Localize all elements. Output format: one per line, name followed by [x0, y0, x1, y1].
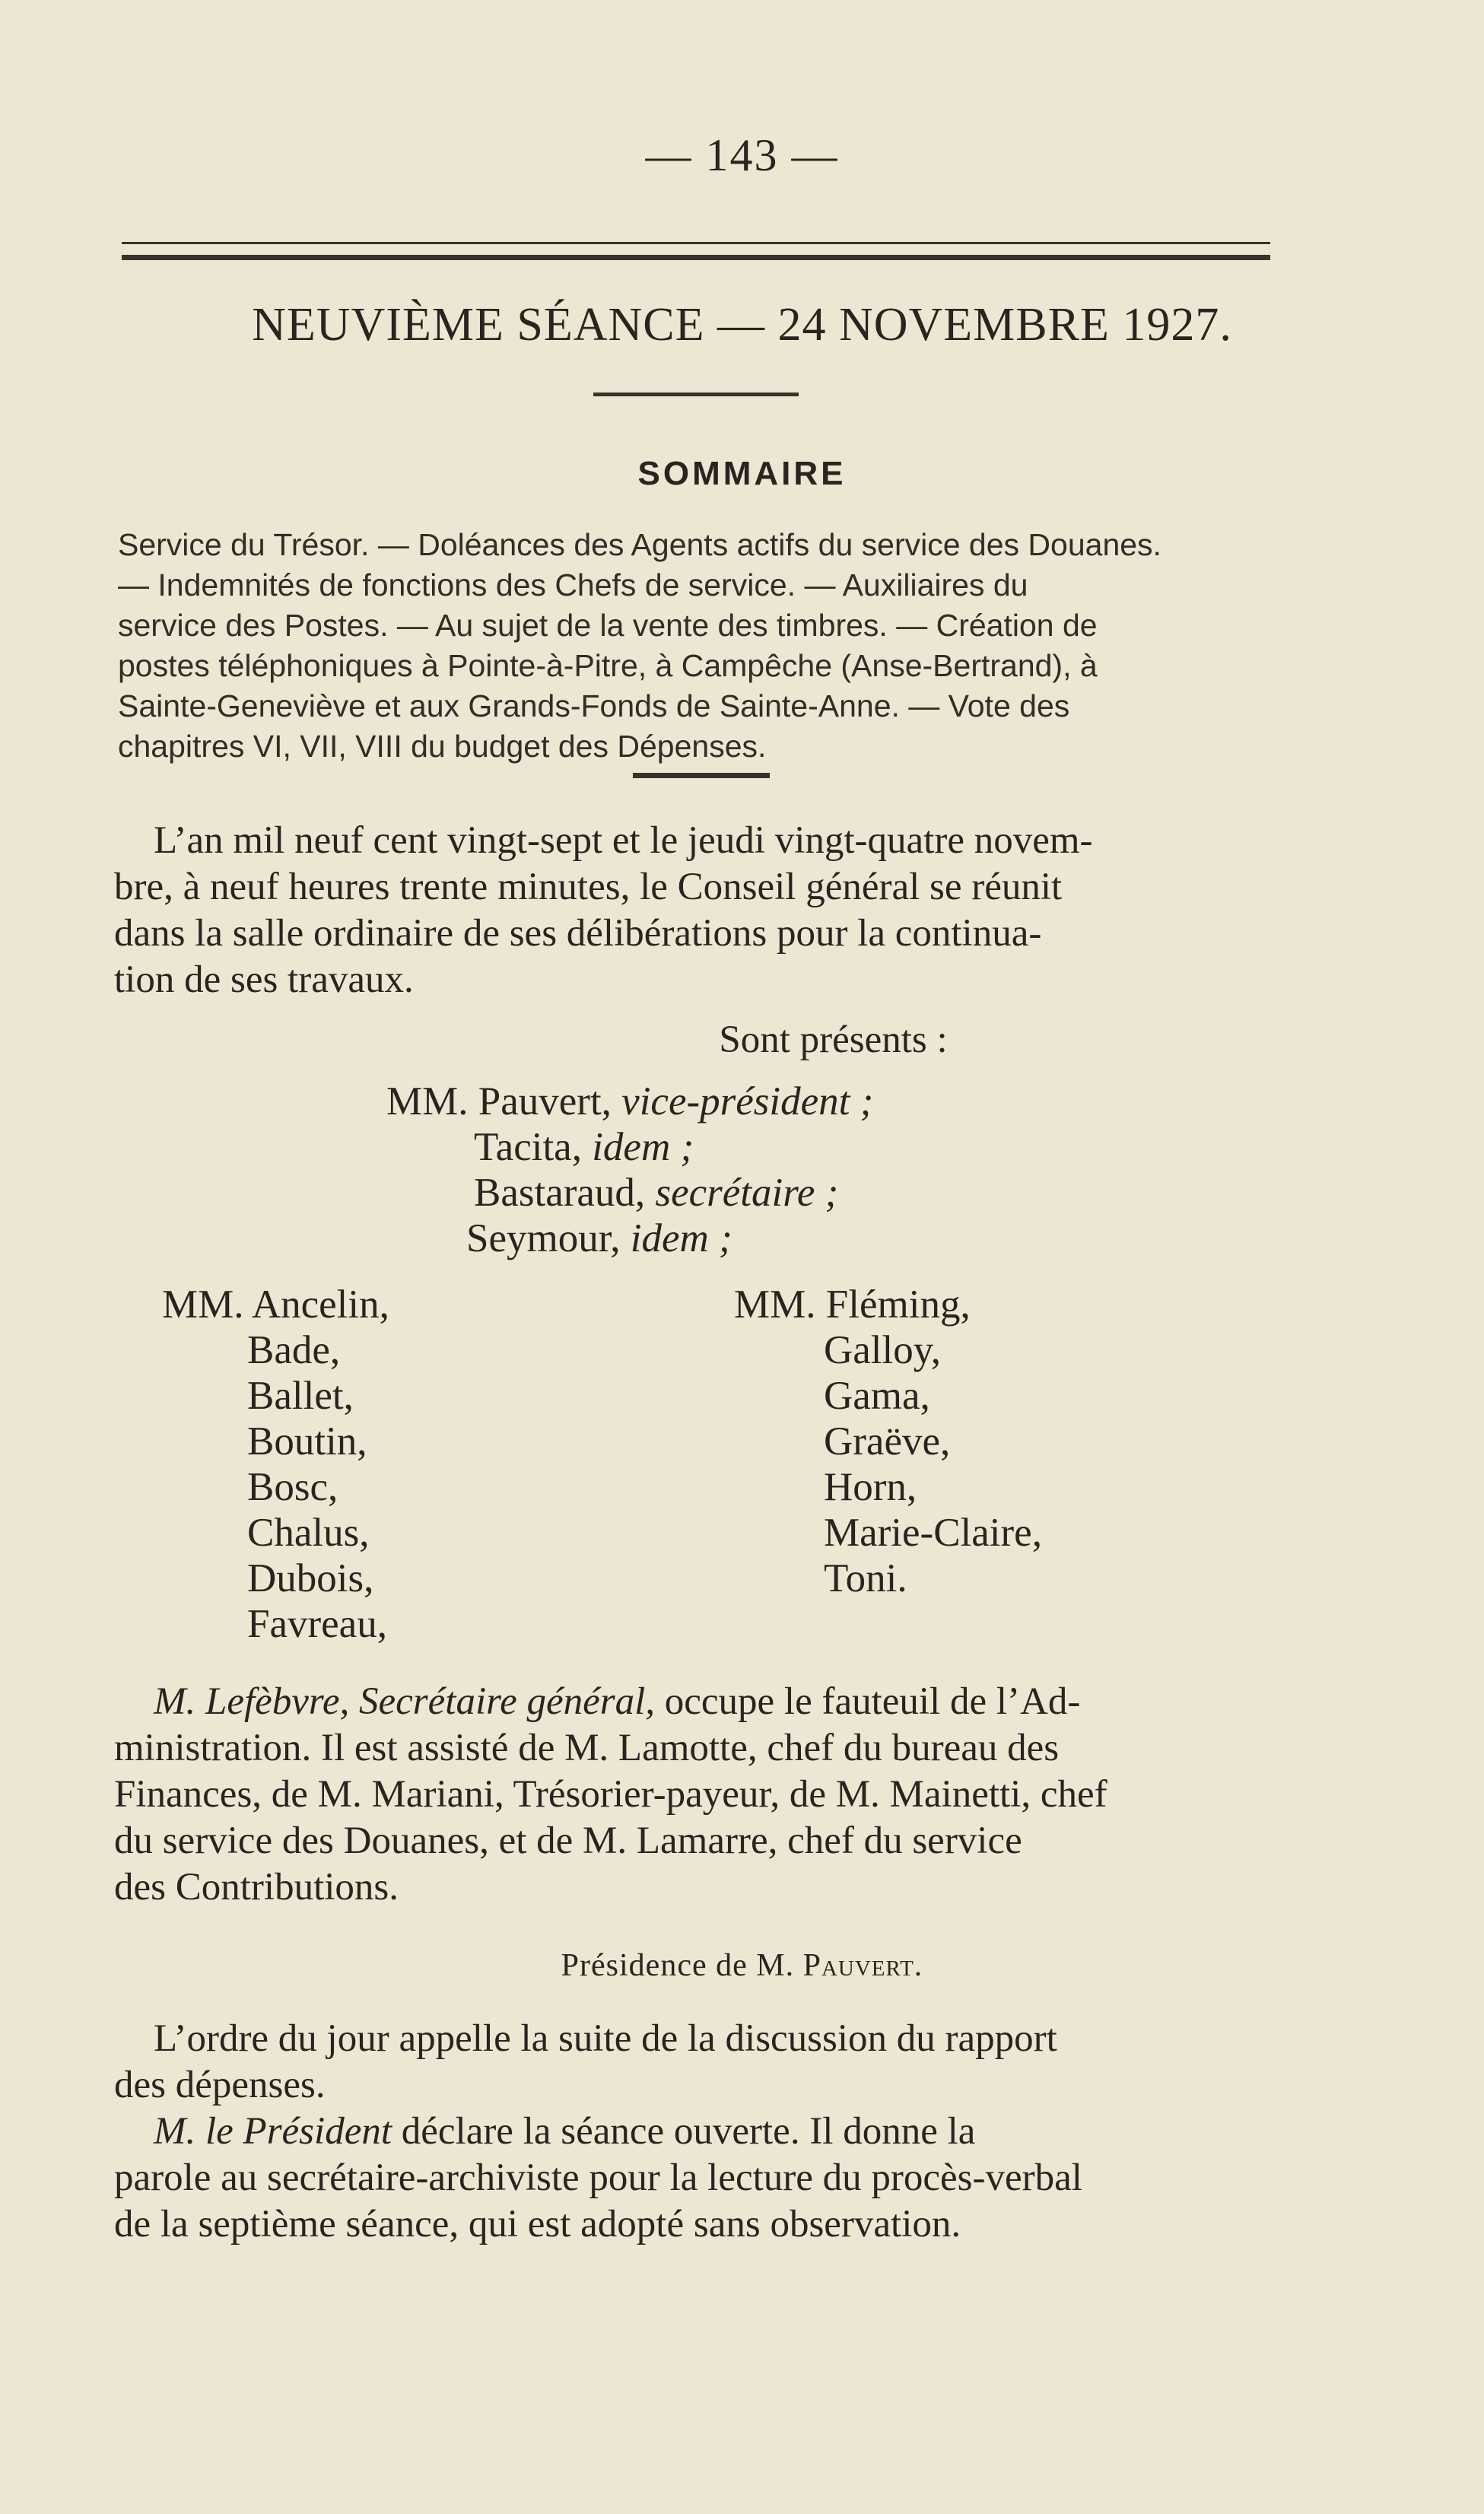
officer-row: [386, 1170, 873, 1216]
member-row: Ballet,: [247, 1374, 354, 1418]
paragraph-line: des Contributions.: [114, 1866, 399, 1909]
paragraph-line: bre, à neuf heures trente minutes, le Conseil général se réunit: [114, 866, 1063, 908]
sommaire-rule: [633, 773, 770, 778]
member-name: Fléming,: [825, 1282, 971, 1327]
member-row: [162, 1282, 389, 1327]
presents-heading: Sont présents :: [719, 1019, 948, 1061]
member-row: Chalus,: [247, 1511, 370, 1555]
member-row: Galloy,: [824, 1328, 942, 1372]
officer-row: [386, 1124, 873, 1170]
officer-role: secrétaire ;: [655, 1171, 839, 1215]
opening-paragraph: [114, 818, 1270, 1003]
officer-row: [386, 1079, 873, 1124]
paragraph-line: Finances, de M. Mariani, Trésorier-payeur, de M. Mainetti, chef: [114, 1773, 1107, 1816]
member-row: Bosc,: [247, 1465, 338, 1509]
paragraph-line: dans la salle ordinaire de ses délibérations pour la continua-: [114, 912, 1042, 955]
secretary-name: M. Lefèbvre, Secrétaire général,: [154, 1680, 655, 1723]
member-row: Graëve,: [824, 1419, 951, 1464]
session-title: NEUVIÈME SÉANCE — 24 NOVEMBRE 1927.: [252, 299, 1232, 351]
secretary-paragraph: [114, 1679, 1270, 1911]
sommaire-line: service des Postes. — Au sujet de la vente des timbres. — Création de: [118, 608, 1098, 643]
sommaire-line: postes téléphoniques à Pointe-à-Pitre, à Campêche (Anse-Bertrand), à: [118, 648, 1098, 683]
sommaire-line: — Indemnités de fonctions des Chefs de service. — Auxiliaires du: [118, 567, 1028, 602]
presidence-name: Pauvert.: [802, 1948, 923, 1983]
officer-row: [386, 1216, 873, 1261]
paragraph-text: déclare la séance ouverte. Il donne la: [392, 2110, 976, 2153]
member-name: Ancelin,: [251, 1282, 389, 1327]
member-row: Gama,: [824, 1374, 930, 1418]
member-row: Horn,: [824, 1465, 917, 1509]
member-row: [734, 1282, 1042, 1327]
members-right-column: [734, 1282, 1042, 1601]
officer-name: Tacita,: [474, 1125, 582, 1169]
paragraph-line: tion de ses travaux.: [114, 958, 414, 1001]
member-row: Boutin,: [247, 1419, 367, 1464]
paragraph-line: [114, 2109, 1270, 2155]
prefix: MM.: [734, 1282, 816, 1327]
paragraph-line: ministration. Il est assisté de M. Lamotte, chef du bureau des: [114, 1727, 1060, 1769]
officer-role: vice-président ;: [621, 1079, 874, 1124]
president-name: M. le Président: [154, 2110, 392, 2153]
members-left-column: [162, 1282, 389, 1647]
officers-list: [386, 1079, 873, 1261]
title-rule: [593, 393, 799, 396]
member-row: Bade,: [247, 1328, 341, 1372]
prefix: MM.: [162, 1282, 244, 1327]
sommaire-line: Sainte-Geneviève et aux Grands-Fonds de Sainte-Anne. — Vote des: [118, 688, 1070, 723]
paragraph-line: L’ordre du jour appelle la suite de la discussion du rapport: [154, 2017, 1057, 2060]
member-row: Favreau,: [247, 1602, 387, 1646]
presidence-text: Présidence de M.: [561, 1948, 795, 1983]
member-row: Marie-Claire,: [824, 1511, 1042, 1555]
sommaire-text: [118, 525, 1270, 767]
paragraph-line: des dépenses.: [114, 2064, 326, 2106]
page-number: — 143 —: [645, 130, 839, 180]
officer-name: Pauvert,: [478, 1079, 612, 1124]
paragraph-line: du service des Douanes, et de M. Lamarre, chef du service: [114, 1820, 1022, 1862]
officer-name: Seymour,: [466, 1216, 621, 1260]
officer-role: idem ;: [630, 1216, 732, 1260]
sommaire-line: Service du Trésor. — Doléances des Agents actifs du service des Douanes.: [118, 527, 1161, 562]
sommaire-line: chapitres VI, VII, VIII du budget des Dépenses.: [118, 729, 767, 764]
presidence-heading: [0, 1947, 1484, 1984]
paragraph-text: occupe le fauteuil de l’Ad-: [655, 1680, 1081, 1723]
closing-paragraph: [114, 2016, 1270, 2248]
officer-role: idem ;: [592, 1125, 694, 1169]
member-row: Dubois,: [247, 1556, 374, 1600]
officer-name: Bastaraud,: [474, 1171, 646, 1215]
paragraph-line: L’an mil neuf cent vingt-sept et le jeudi vingt-quatre novem-: [154, 819, 1093, 862]
paragraph-line: de la septième séance, qui est adopté sans observation.: [114, 2203, 961, 2245]
prefix: MM.: [386, 1079, 469, 1124]
paragraph-line: [114, 1679, 1270, 1725]
header-double-rule: [122, 242, 1270, 260]
sommaire-heading: SOMMAIRE: [637, 455, 847, 492]
paragraph-line: parole au secrétaire-archiviste pour la lecture du procès-verbal: [114, 2156, 1082, 2199]
member-row: Toni.: [824, 1556, 907, 1600]
